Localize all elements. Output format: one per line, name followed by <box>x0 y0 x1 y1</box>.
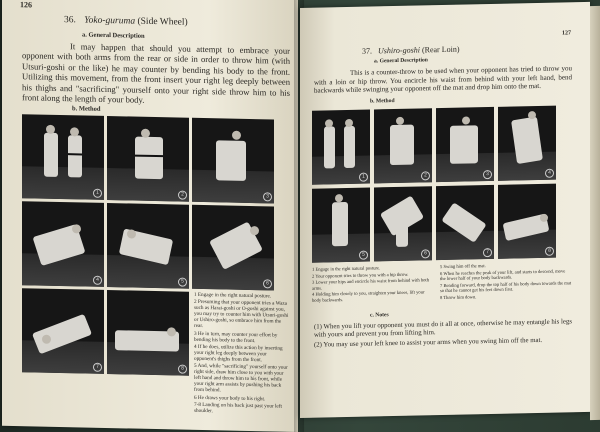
caption: 7 Bending forward, drop the top half of his body down towards the mat so that he cannot get his feet down first. <box>440 279 572 294</box>
photo-4: 4 <box>498 106 556 181</box>
right-paragraph: This is a counter-throw to be used when your opponent has tried to throw you with a loin or hip throw. You encircle his waist from behind with your left hand, bend backwards while swinging your opponent off the mat and drop him onto the mat. <box>314 64 572 95</box>
right-captions-right <box>440 261 572 301</box>
photo-5: 5 <box>312 188 370 263</box>
photo-7: 7 <box>22 288 104 374</box>
left-section-a: a. General Description <box>82 31 145 40</box>
left-page <box>2 0 298 432</box>
caption: 1 Engage in the right natural posture. <box>312 265 381 272</box>
right-technique-title: 37. Ushiro-goshi (Rear Loin) <box>362 44 460 56</box>
photo-5: 5 <box>107 203 189 289</box>
note-item: (2) You may use your left knee to assist your arms when you swing him off the mat. <box>314 337 543 350</box>
photo-6: 6 <box>374 186 432 261</box>
photo-7: 7 <box>436 185 494 260</box>
caption: 6 When he reaches the peak of your lift, and starts to descend, move the lower half of your body backwards. <box>440 267 566 282</box>
photo-1: 1 <box>22 114 104 200</box>
photo-8: 8 <box>498 184 556 259</box>
caption: 5 And, while "sacrificing" yourself onto your right side, draw him close to you with your left hand and throw him to his front, while your right arm assists by pushing his back from behind. <box>194 362 288 394</box>
right-section-a: a. General Description <box>374 57 428 65</box>
photo-2: 2 <box>107 116 189 202</box>
page-stack-edge <box>590 6 600 420</box>
left-technique-title: 36. Yoko-guruma (Side Wheel) <box>64 15 188 28</box>
photo-4: 4 <box>22 201 104 287</box>
caption: 3 Lower your hips and encircle his waist from behind with both arms. <box>312 277 429 291</box>
right-page-number: 127 <box>562 30 571 37</box>
right-section-b: b. Method <box>370 98 395 105</box>
left-section-b: b. Method <box>72 105 101 113</box>
photo-1: 1 <box>312 110 370 185</box>
photo-3: 3 <box>192 118 274 204</box>
right-notes <box>314 318 572 350</box>
left-paragraph: It may happen that should you attempt to embrace your opponent with both arms from the rear or side in order to throw him (with Utsuri-goshi or the like) he may counter by bending his body to the front. Utilizing this movement, from the front insert your right leg deeply between his thighs and "sacrificing" yourself onto your right side throw him to his front along the length of your body. <box>22 41 290 105</box>
caption: 6 He draws your body to his right. <box>194 394 266 402</box>
caption: 4 Holding him closely to you, straighten your knees, lift your body backwards. <box>312 289 425 303</box>
caption: 5 Swing him off the mat. <box>440 263 486 270</box>
left-page-number: 126 <box>20 0 32 10</box>
photo-2: 2 <box>374 108 432 183</box>
photo-3: 3 <box>436 107 494 182</box>
right-photo-grid <box>312 106 556 263</box>
note-item: (1) When you lift your opponent you must do it all at once, otherwise he may entangle his legs with yours and prevent you from lifting him. <box>314 318 572 339</box>
right-page <box>300 2 590 418</box>
left-captions <box>194 292 290 417</box>
left-photo-grid-bottom <box>22 288 189 375</box>
caption: 2 Presuming that your opponent tries a Waza such as Harai-goshi or O-goshi against you, you may try to counter him with Utsuri-goshi or Ushiro-goshi, so embrace him from the rear. <box>194 298 289 330</box>
caption: 8 Throw him down. <box>440 293 477 300</box>
caption: 4 If he does, utilize this action by inserting your right leg deeply between your opponent's thighs from the front. <box>194 343 283 364</box>
left-photo-grid <box>22 114 274 290</box>
photo-8: 8 <box>107 290 189 376</box>
caption: 1 Engage in the right natural posture. <box>194 291 272 300</box>
caption: 3 He in turn, may counter your effort by bending his body to the front. <box>194 330 278 344</box>
caption: 2 Your opponent tries to throw you with a hip throw. <box>312 271 409 279</box>
caption: 7-8 Landing on his back just past your left shoulder. <box>194 401 282 414</box>
right-section-c: c. Notes <box>370 312 389 319</box>
photo-6: 6 <box>192 205 274 291</box>
right-captions-left <box>312 264 430 303</box>
